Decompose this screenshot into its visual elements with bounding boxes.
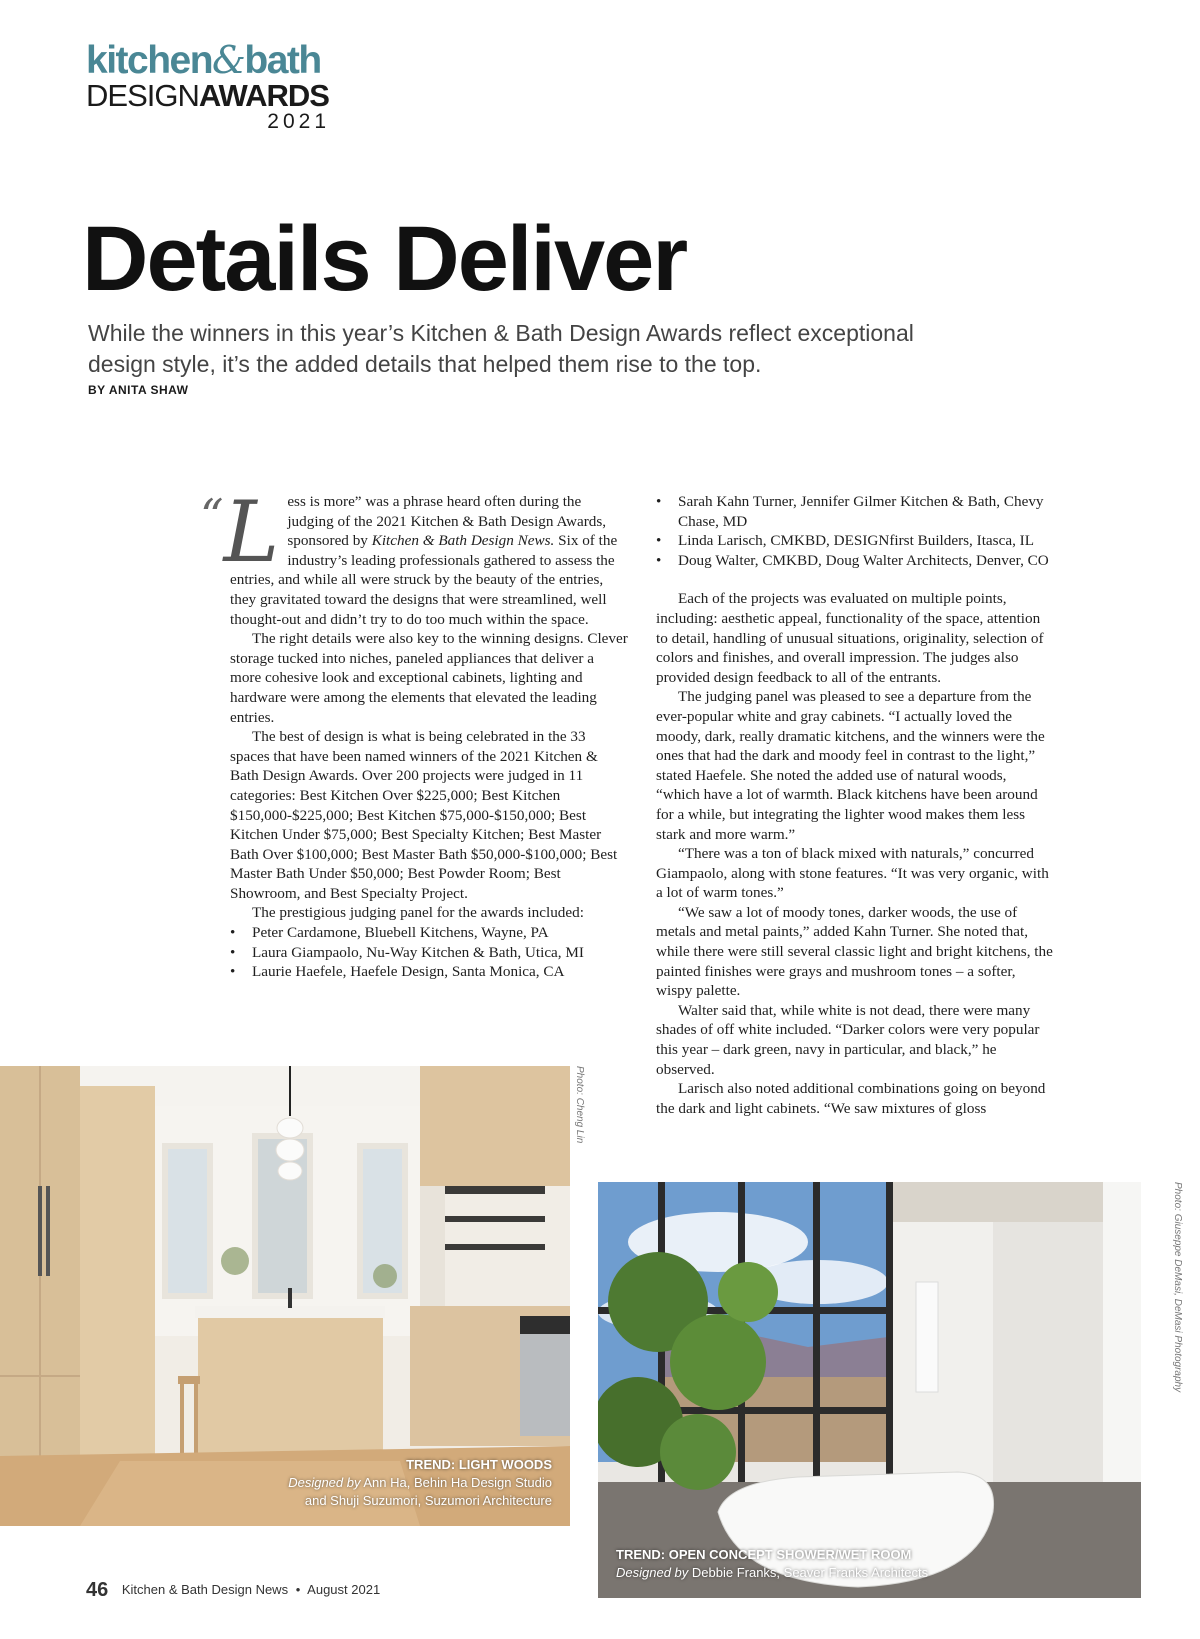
logo-kitchen: kitchen <box>86 39 213 82</box>
paragraph-9: Walter said that, while white is not dead, there were many shades of off white included. “Darker colors were very popular this year – dark green, navy in particular, and black,” he observed. <box>656 1001 1040 1078</box>
footer-publication: Kitchen & Bath Design News <box>121 1582 289 1597</box>
kitchen-photo <box>0 1066 570 1526</box>
paragraph-8: “We saw a lot of moody tones, darker woods, the use of metals and metal paints,” added Kahn Turner. She noted that, while there were still several classic light and bright kitchens, the painted finishes were grays and mushroom tones – a softer, wispy palette. <box>656 903 1053 1000</box>
publication-name: Kitchen & Bath Design News. <box>371 532 555 550</box>
paragraph-1 <box>200 483 628 629</box>
designed-by-label: Designed by <box>616 1565 689 1580</box>
kitchen-caption <box>288 1456 552 1510</box>
bathroom-trend <box>616 1546 928 1564</box>
kitchen-trend <box>288 1456 552 1474</box>
logo-bath: bath <box>244 39 321 82</box>
kitchen-trend-text: TREND: LIGHT WOODS <box>406 1457 552 1472</box>
logo-ampersand: & <box>212 38 245 82</box>
logo-year: 2021 <box>267 110 330 133</box>
bathroom-photo-illustration <box>598 1182 1141 1598</box>
list-item: • Laura Giampaolo, Nu-Way Kitchen & Bath, Utica, MI <box>230 943 628 963</box>
bathroom-caption <box>616 1546 928 1582</box>
awards-logo <box>86 40 346 140</box>
list-item: • Laurie Haefele, Haefele Design, Santa Monica, CA <box>230 962 628 982</box>
deck: While the winners in this year’s Kitchen & Bath Design Awards reflect exceptional design style, it’s the added details that helped them rise to the top. <box>88 320 914 377</box>
bathroom-trend-text: TREND: OPEN CONCEPT SHOWER/WET ROOM <box>616 1547 912 1562</box>
paragraph-6: The judging panel was pleased to see a departure from the ever-popular white and gray cabinets. “I actually loved the moody, dark, really dramatic kitchens, and the winners were the ones that had the dark and moody feel in contrast to the light,” stated Haefele. She noted the added use of natural woods, “which have a lot of warmth. Black kitchens have been around for a while, but integrating the lighter wood makes them less stark and more warm.” <box>656 688 1045 843</box>
judges-list-1 <box>230 923 628 982</box>
drop-cap <box>200 483 280 581</box>
photo-credit-1: Photo: Cheng Lin <box>574 1066 585 1144</box>
bathroom-designer-line <box>616 1564 928 1582</box>
list-item: • Peter Cardamone, Bluebell Kitchens, Wayne, PA <box>230 923 628 943</box>
drop-cap-letter: L <box>223 483 280 581</box>
byline: BY ANITA SHAW <box>88 383 189 397</box>
logo-design-awards <box>86 78 346 113</box>
logo-design: DESIGN <box>86 78 199 113</box>
logo-wordmark <box>86 40 346 81</box>
paragraph-7: “There was a ton of black mixed with naturals,” concurred Giampaolo, along with stone features. “It was very organic, with a lot of warm tones.” <box>656 845 1049 902</box>
kitchen-designer-line <box>288 1474 552 1492</box>
bathroom-photo <box>598 1182 1141 1598</box>
judges-list-2 <box>656 492 1054 570</box>
kitchen-designer-line-2: and Shuji Suzumori, Suzumori Architecture <box>304 1493 552 1508</box>
list-item: • Sarah Kahn Turner, Jennifer Gilmer Kitchen & Bath, Chevy Chase, MD <box>656 492 1054 531</box>
designer-name: Ann Ha, Behin Ha Design Studio <box>360 1475 552 1490</box>
page-footer <box>86 1579 380 1602</box>
logo-awards: AWARDS <box>198 78 329 113</box>
drop-cap-quote: “ <box>200 489 224 543</box>
footer-issue: August 2021 <box>307 1582 381 1597</box>
headline: Details Deliver <box>82 208 687 310</box>
list-item: • Linda Larisch, CMKBD, DESIGNfirst Builders, Itasca, IL <box>656 531 1054 551</box>
paragraph-4: The prestigious judging panel for the awards included: <box>252 904 584 922</box>
designed-by-label: Designed by <box>288 1475 361 1490</box>
list-item: • Doug Walter, CMKBD, Doug Walter Architects, Denver, CO <box>656 551 1054 571</box>
footer-separator: • <box>295 1582 301 1597</box>
paragraph-2: The right details were also key to the winning designs. Clever storage tucked into niches, paneled appliances that deliver a more cohesive look and exceptional cabinets, lighting and hardware were among the elements that elevated the leading entries. <box>230 630 628 726</box>
paragraph-10: Larisch also noted additional combinations going on beyond the dark and light cabinets. “We saw mixtures of gloss <box>656 1080 1046 1117</box>
designer-name: Debbie Franks, Seaver Franks Architects <box>688 1565 929 1580</box>
paragraph-5: Each of the projects was evaluated on multiple points, including: aesthetic appeal, functionality of the space, attention to detail, handling of unusual situations, originality, selection of colors and finishes, and overall impression. The judges also provided design feedback to all of the entrants. <box>656 590 1044 686</box>
photo-credit-2: Photo: Giuseppe DeMasi, DeMasi Photography <box>1172 1182 1183 1393</box>
paragraph-1-text: ess is more” was a phrase heard often during the judging of the 2021 Kitchen & Bath Design Awards, sponsored by <box>287 493 607 550</box>
page-number: 46 <box>86 1579 109 1601</box>
paragraph-3: The best of design is what is being celebrated in the 33 spaces that have been named winners of the 2021 Kitchen & Bath Design Awards. Over 200 projects were judged in 11 categories: Best Kitchen Over $225,000; Best Kitchen $150,000-$225,000; Best Kitchen $75,000-$150,000; Best Kitchen Under $75,000; Best Specialty Kitchen; Best Master Bath Over $100,000; Best Master Bath $50,000-$100,000; Best Master Bath Under $50,000; Best Powder Room; Best Showroom, and Best Specialty Project. <box>230 728 618 902</box>
article-column-1 <box>200 483 628 982</box>
paragraph-1-text-end: Six of the industry’s leading professionals gathered to assess the entries, and while all were struck by the beauty of the entries, they gravitated toward the designs that were streamlined, well thought-out and didn’t try to do too much within the space. <box>230 532 618 628</box>
article-column-2 <box>656 492 1054 1118</box>
